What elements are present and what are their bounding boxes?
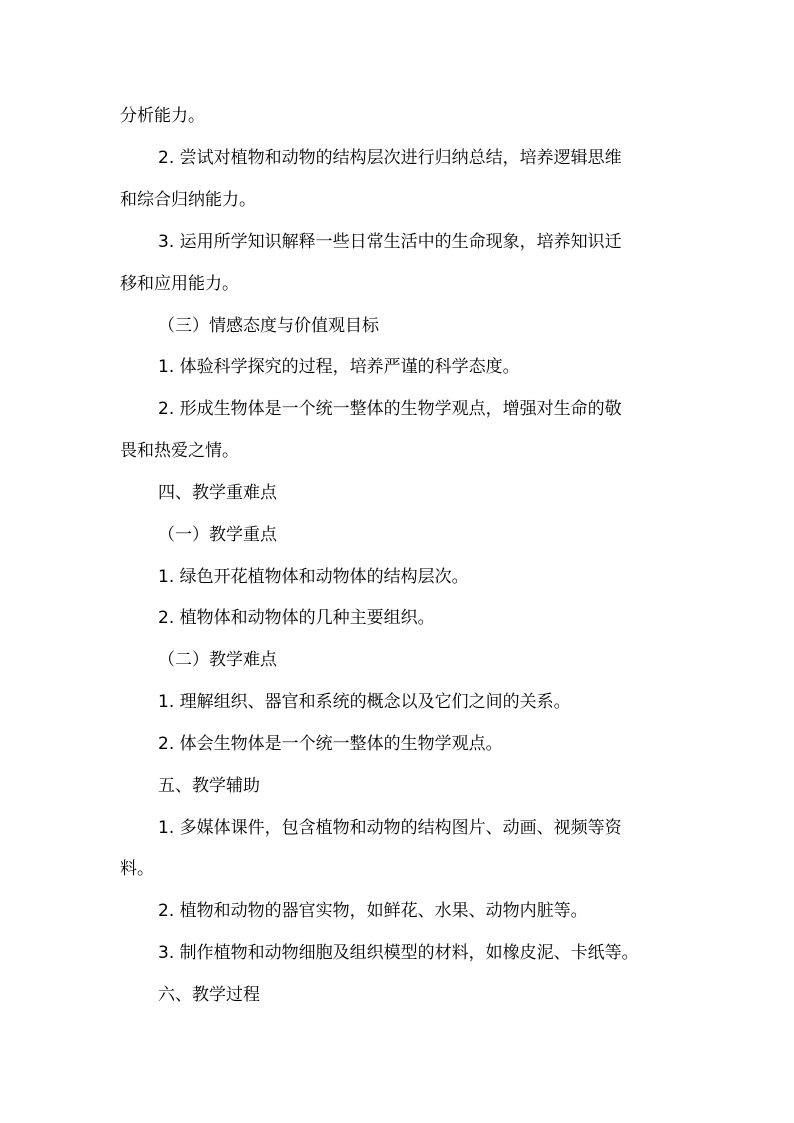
subsection-heading: （二）教学难点 <box>158 650 277 670</box>
text-line: 2. 尝试对植物和动物的结构层次进行归纳总结，培养逻辑思维 <box>158 148 622 168</box>
text-line: 1. 多媒体课件，包含植物和动物的结构图片、动画、视频等资 <box>158 818 622 838</box>
text-line: 1. 理解组织、器官和系统的概念以及它们之间的关系。 <box>158 692 571 712</box>
text-line: 3. 运用所学知识解释一些日常生活中的生命现象，培养知识迁 <box>158 232 622 252</box>
text-line: 移和应用能力。 <box>120 274 239 294</box>
section-heading: （三）情感态度与价值观目标 <box>158 316 379 336</box>
text-line: 1. 体验科学探究的过程，培养严谨的科学态度。 <box>158 357 520 377</box>
text-line: 和综合归纳能力。 <box>120 190 256 210</box>
text-line: 料。 <box>120 859 154 879</box>
section-heading: 六、教学过程 <box>158 985 260 1005</box>
text-line: 3. 制作植物和动物细胞及组织模型的材料，如橡皮泥、卡纸等。 <box>158 943 639 963</box>
text-line: 2. 形成生物体是一个统一整体的生物学观点，增强对生命的敬 <box>158 399 622 419</box>
text-line: 畏和热爱之情。 <box>120 441 239 461</box>
text-line: 2. 植物和动物的器官实物，如鲜花、水果、动物内脏等。 <box>158 901 588 921</box>
section-heading: 五、教学辅助 <box>158 776 260 796</box>
subsection-heading: （一）教学重点 <box>158 525 277 545</box>
text-line: 分析能力。 <box>120 106 205 126</box>
text-line: 2. 体会生物体是一个统一整体的生物学观点。 <box>158 734 503 754</box>
text-line: 1. 绿色开花植物体和动物体的结构层次。 <box>158 567 469 587</box>
section-heading: 四、教学重难点 <box>158 483 277 503</box>
text-line: 2. 植物体和动物体的几种主要组织。 <box>158 608 435 628</box>
